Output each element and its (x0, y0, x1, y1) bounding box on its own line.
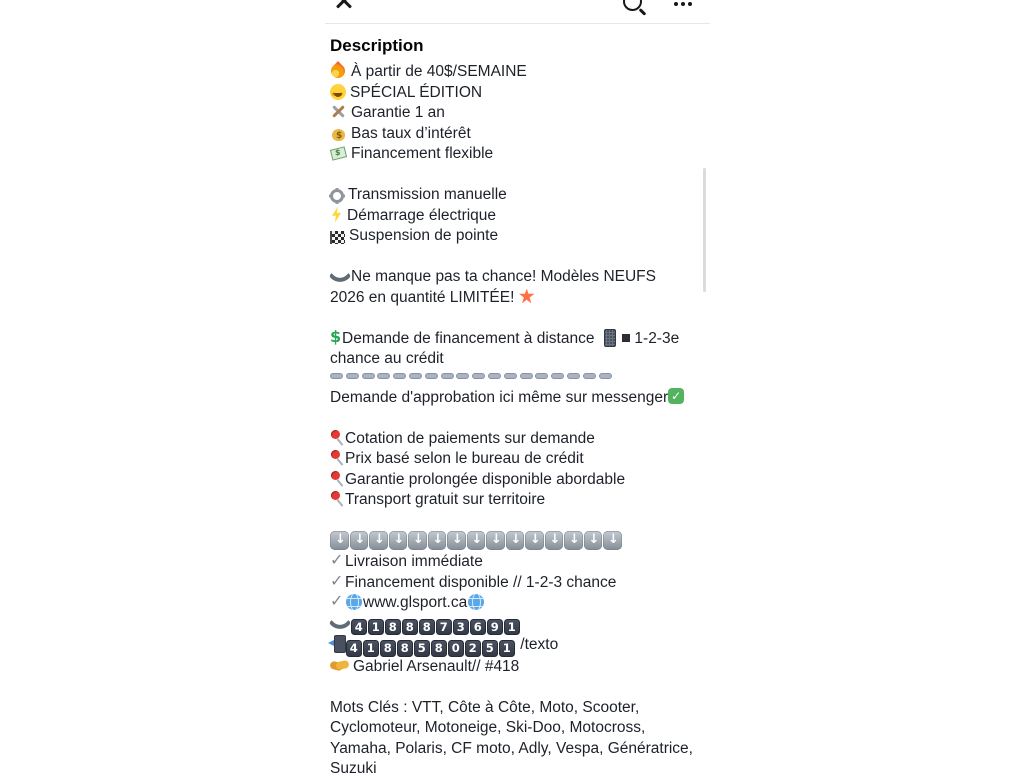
keycap-digits: 4 1 8 8 5 8 0 2 5 1 (346, 636, 516, 653)
listing-description-panel (325, 0, 710, 777)
phone-receiver-icon (330, 267, 347, 284)
messenger-line (330, 388, 700, 409)
money-bag-icon (330, 124, 347, 141)
mobile-with-arrow-icon (330, 635, 344, 652)
globe-icon (468, 594, 484, 610)
white-check-mark-icon (668, 388, 684, 404)
page-title: Description (330, 36, 424, 55)
intro-line (330, 103, 700, 124)
line-text: Suspension de pointe (349, 227, 499, 244)
phone-number-line (330, 614, 700, 636)
check-mark-icon (330, 593, 343, 610)
dash-divider-row (330, 370, 700, 388)
globe-icon (346, 594, 362, 610)
line-text: Démarrage électrique (347, 206, 497, 224)
contact-line (330, 657, 700, 678)
line-text: Demande d'approbation ici même sur messenger (330, 388, 669, 406)
check-line (330, 552, 700, 573)
urgency-paragraph (330, 267, 692, 308)
line-text: Bas taux d’intérêt (351, 124, 471, 142)
intro-line (330, 124, 700, 145)
keywords-paragraph: Mots Clés : VTT, Côte à Côte, Moto, Scooter, Cyclomoteur, Motoneige, Ski-Doo, Motocross, Yamaha, Polaris, CF moto, Adly, Vespa, Génératrice, Suzuki (330, 698, 693, 777)
search-icon[interactable] (623, 0, 647, 18)
line-text: Transmission manuelle (348, 186, 507, 203)
feature-line (330, 206, 700, 227)
scrollbar-thumb[interactable] (703, 168, 706, 292)
check-mark-icon (330, 573, 343, 590)
website-url: www.glsport.ca (363, 594, 468, 611)
line-text: 1-2-3e chance au crédit (330, 329, 680, 367)
intro-line (330, 144, 700, 165)
pin-line (330, 449, 700, 470)
arrow-down-row (330, 531, 700, 552)
texto-number-line (330, 635, 700, 657)
feature-line (330, 185, 700, 206)
pushpin-icon (330, 429, 344, 446)
pushpin-icon (330, 449, 344, 466)
line-text: Cotation de paiements sur demande (345, 429, 595, 447)
gear-icon (330, 189, 344, 203)
dollar-sign-icon (330, 329, 341, 346)
keycap-digits: 4 1 8 8 8 7 3 6 9 1 (351, 615, 521, 632)
star-struck-icon (330, 84, 346, 100)
feature-line (330, 226, 700, 247)
intro-line (330, 62, 700, 83)
description-text (330, 62, 700, 780)
financing-paragraph (330, 329, 700, 370)
zap-icon (330, 207, 343, 223)
line-text: Prix basé selon le bureau de crédit (345, 450, 584, 467)
line-text: Garantie prolongée disponible abordable (345, 470, 626, 488)
fire-icon (328, 61, 348, 81)
top-bar (325, 0, 710, 22)
line-text: Gabriel Arsenault// #418 (353, 657, 520, 675)
more-options-icon[interactable] (674, 2, 678, 6)
mobile-phone-icon (603, 329, 614, 346)
collision-icon (519, 289, 535, 305)
pin-line (330, 429, 700, 450)
checkered-flag-icon (330, 231, 345, 244)
line-text: Ne manque pas ta chance! Modèles NEUFS 2026 en quantité LIMITÉE! (330, 268, 656, 306)
top-divider (325, 23, 710, 24)
line-text: SPÉCIAL ÉDITION (350, 83, 483, 101)
website-line (330, 593, 700, 614)
pushpin-icon (330, 470, 344, 487)
pin-line (330, 470, 700, 491)
black-small-square-icon (622, 334, 630, 342)
line-text: Financement disponible // 1-2-3 chance (345, 573, 617, 591)
close-icon[interactable] (334, 0, 354, 10)
line-text: Livraison immédiate (345, 553, 483, 570)
line-text: Garantie 1 an (351, 104, 445, 121)
check-mark-icon (330, 552, 343, 569)
pushpin-icon (330, 490, 344, 507)
money-wings-icon (330, 144, 347, 161)
handshake-icon (330, 657, 349, 674)
hammer-wrench-icon (330, 103, 347, 120)
texto-suffix: /texto (516, 636, 559, 653)
line-text: Demande de financement à distance (342, 329, 595, 347)
intro-line (330, 83, 700, 104)
line-text: Financement flexible (351, 145, 494, 162)
pin-line (330, 490, 700, 511)
phone-receiver-icon (330, 614, 347, 631)
line-text: À partir de 40$/SEMAINE (351, 63, 527, 80)
check-line (330, 573, 700, 594)
line-text: Transport gratuit sur territoire (345, 491, 546, 508)
